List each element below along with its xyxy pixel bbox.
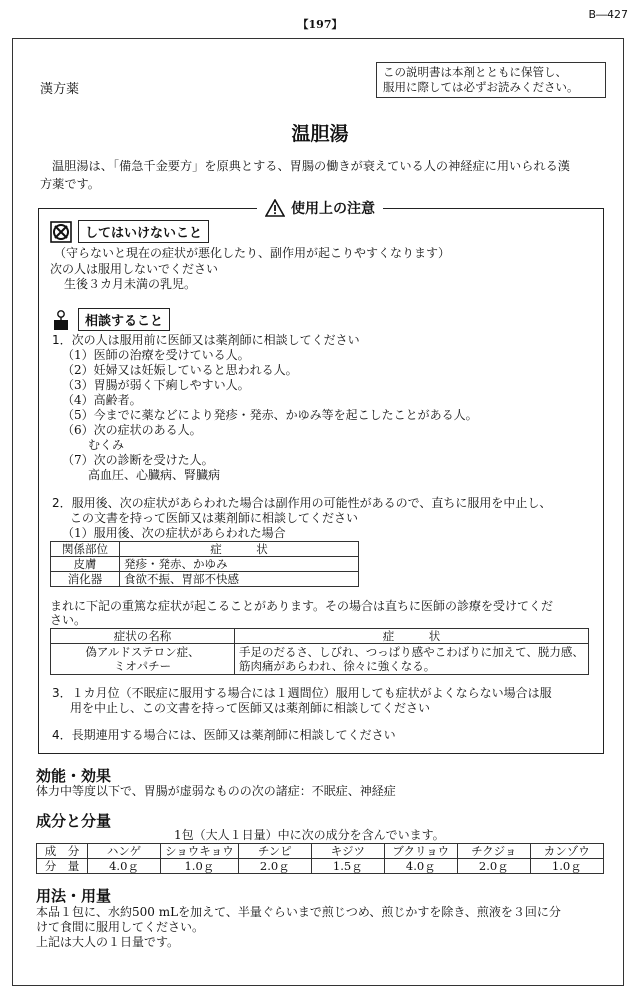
- consult-s3: 用を中止し、この文書を持って医師又は薬剤師に相談してください: [70, 701, 431, 715]
- prohibited-icon: [50, 221, 72, 243]
- usage-text: [36, 905, 561, 950]
- usage-line: 上記は大人の１日量です。: [36, 935, 180, 949]
- table-cell: ショウキョウ: [161, 844, 239, 859]
- notice-line: 服用に際しては必ずお読みください。: [383, 80, 579, 94]
- cell-line: 筋肉痛があらわれ、徐々に強くなる。: [239, 659, 436, 673]
- page-number: 【197】: [297, 18, 343, 31]
- table-row: [51, 644, 589, 675]
- list-item: （3）胃腸が弱く下痢しやすい人。: [62, 378, 250, 392]
- list-item: （7）次の診断を受けた人。: [62, 453, 214, 467]
- intro-text: [40, 157, 610, 193]
- table-cell: [235, 644, 589, 675]
- caution-heading: [0, 198, 640, 221]
- consult-s1-title: 1．次の人は服用前に医師又は薬剤師に相談してください: [52, 333, 360, 347]
- table-cell: 発疹・発赤、かゆみ: [120, 557, 359, 572]
- table-row: [51, 557, 359, 572]
- table-header-row: [51, 542, 359, 557]
- table-header: 症状の名称: [51, 629, 235, 644]
- list-item: むくみ: [88, 438, 125, 452]
- table-cell: 皮膚: [51, 557, 120, 572]
- list-item: 高血圧、心臓病、腎臓病: [88, 468, 221, 482]
- table-cell: 4.0ｇ: [88, 859, 161, 874]
- usage-heading: 用法・用量: [36, 887, 112, 905]
- ingredients-caption: 1包（大人１日量）中に次の成分を含んでいます。: [174, 828, 445, 842]
- cell-line: 偽アルドステロン症、: [85, 645, 200, 659]
- list-item: （4）高齢者。: [62, 393, 142, 407]
- table-cell: カンゾウ: [530, 844, 603, 859]
- list-item: （6）次の症状のある人。: [62, 423, 202, 437]
- table-cell: [51, 644, 235, 675]
- dont-section-header: [50, 220, 209, 243]
- table-cell: キジツ: [311, 844, 384, 859]
- consult-s3: 3．１カ月位（不眠症に服用する場合には１週間位）服用しても症状がよくならない場合は服: [52, 686, 552, 700]
- table-cell: 1.0ｇ: [161, 859, 239, 874]
- table-cell: ハンゲ: [88, 844, 161, 859]
- table-cell: 消化器: [51, 572, 120, 587]
- consult-section-header: [52, 308, 170, 331]
- dont-note: （守らないと現在の症状が悪化したり、副作用が起こりやすくなります）: [54, 246, 451, 260]
- list-item: （1）医師の治療を受けている人。: [62, 348, 250, 362]
- efficacy-text: 体力中等度以下で、胃腸が虚弱なものの次の諸症：不眠症、神経症: [36, 784, 396, 798]
- consult-label: 相談すること: [78, 308, 170, 331]
- table-header-row: [51, 629, 589, 644]
- table-header: 分 量: [37, 859, 88, 874]
- dont-item: 生後３カ月未満の乳児。: [64, 277, 197, 291]
- cell-line: 手足のだるさ、しびれ、つっぱり感やこわばりに加えて、脱力感、: [239, 645, 584, 659]
- table-header: 成 分: [37, 844, 88, 859]
- efficacy-heading: 効能・効果: [36, 767, 112, 785]
- consult-icon: [52, 309, 72, 331]
- side-effect-table: [50, 541, 359, 587]
- consult-s2-sub: （1）服用後、次の症状があらわれた場合: [62, 526, 286, 540]
- table-cell: 1.5ｇ: [311, 859, 384, 874]
- table-cell: チンピ: [238, 844, 311, 859]
- table-header: 関係部位: [51, 542, 120, 557]
- table-cell: チクジョ: [457, 844, 530, 859]
- table-cell: 1.0ｇ: [530, 859, 603, 874]
- usage-line: けて食間に服用してください。: [36, 920, 205, 934]
- ingredients-heading: 成分と分量: [36, 812, 112, 830]
- table-row: [51, 572, 359, 587]
- consult-s2-title: この文書を持って医師又は薬剤師に相談してください: [70, 511, 359, 525]
- table-header: 症 状: [120, 542, 359, 557]
- intro-line: 温胆湯は、「備急千金要方」を原典とする、胃腸の働きが衰えている人の神経症に用いられる漢: [52, 159, 570, 173]
- page-title: 温胆湯: [291, 123, 349, 145]
- serious-effect-table: [50, 628, 589, 675]
- usage-line: 本品１包に、水約500 mLを加えて、半量ぐらいまで煎じつめ、煎じかすを除き、煎液を３回に分: [36, 905, 561, 919]
- table-cell: 2.0ｇ: [238, 859, 311, 874]
- table-cell: 食欲不振、胃部不快感: [120, 572, 359, 587]
- storage-notice: [376, 62, 606, 98]
- table-header: 症 状: [235, 629, 589, 644]
- category-label: 漢方薬: [40, 82, 80, 97]
- dont-lead: 次の人は服用しないでください: [50, 262, 219, 276]
- table-cell: 2.0ｇ: [457, 859, 530, 874]
- list-item: （2）妊婦又は妊娠していると思われる人。: [62, 363, 298, 377]
- table-row: [37, 844, 604, 859]
- caution-heading-text: 使用上の注意: [291, 201, 375, 217]
- consult-s4: 4．長期連用する場合には、医師又は薬剤師に相談してください: [52, 728, 396, 742]
- intro-line: 方薬です。: [40, 177, 100, 191]
- table-cell: ブクリョウ: [384, 844, 457, 859]
- table-row: [37, 859, 604, 874]
- warning-triangle-icon: [265, 199, 285, 217]
- rare-note: まれに下記の重篤な症状が起こることがあります。その場合は直ちに医師の診療を受けてくだ: [50, 599, 554, 613]
- document-code: B―427: [588, 8, 628, 21]
- consult-s2-title: 2．服用後、次の症状があらわれた場合は副作用の可能性があるので、直ちに服用を中止し、: [52, 496, 552, 510]
- ingredients-table: [36, 843, 604, 874]
- table-cell: 4.0ｇ: [384, 859, 457, 874]
- notice-line: この説明書は本剤とともに保管し、: [383, 65, 567, 79]
- list-item: （5）今までに薬などにより発疹・発赤、かゆみ等を起こしたことがある人。: [62, 408, 478, 422]
- cell-line: ミオパチー: [113, 659, 172, 673]
- rare-note: さい。: [50, 613, 87, 627]
- dont-label: してはいけないこと: [78, 220, 209, 243]
